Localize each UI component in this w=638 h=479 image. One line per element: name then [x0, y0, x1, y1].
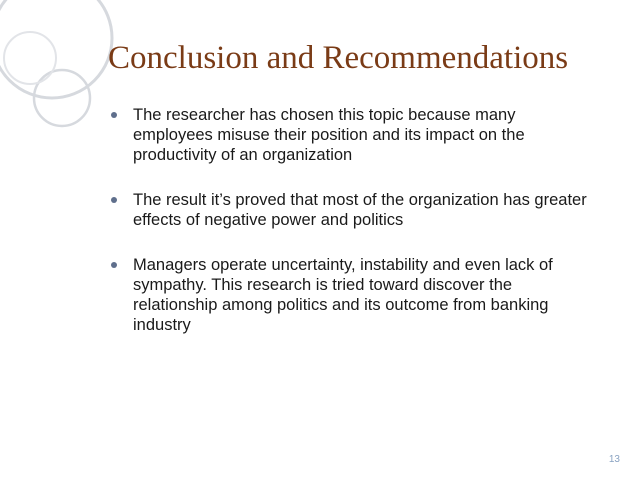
bullet-dot-icon: [111, 262, 117, 268]
bullet-list: [108, 105, 598, 360]
decorative-ring-inner: [4, 32, 56, 84]
bullet-text: Managers operate uncertainty, instability and even lack of sympathy. This research is tried toward discover the relationship among politics and its outcome from banking industry: [133, 256, 553, 334]
decorative-ring-large: [0, 0, 112, 98]
bullet-item: [108, 255, 598, 335]
bullet-dot-icon: [111, 112, 117, 118]
bullet-text: The result it’s proved that most of the organization has greater effects of negative power and politics: [133, 191, 587, 229]
page-number: 13: [608, 454, 620, 465]
slide-title: Conclusion and Recommendations: [108, 40, 569, 76]
bullet-item: [108, 105, 598, 165]
bullet-text: The researcher has chosen this topic because many employees misuse their position and its impact on the productivity of an organization: [133, 106, 525, 164]
bullet-dot-icon: [111, 197, 117, 203]
bullet-item: [108, 190, 598, 230]
